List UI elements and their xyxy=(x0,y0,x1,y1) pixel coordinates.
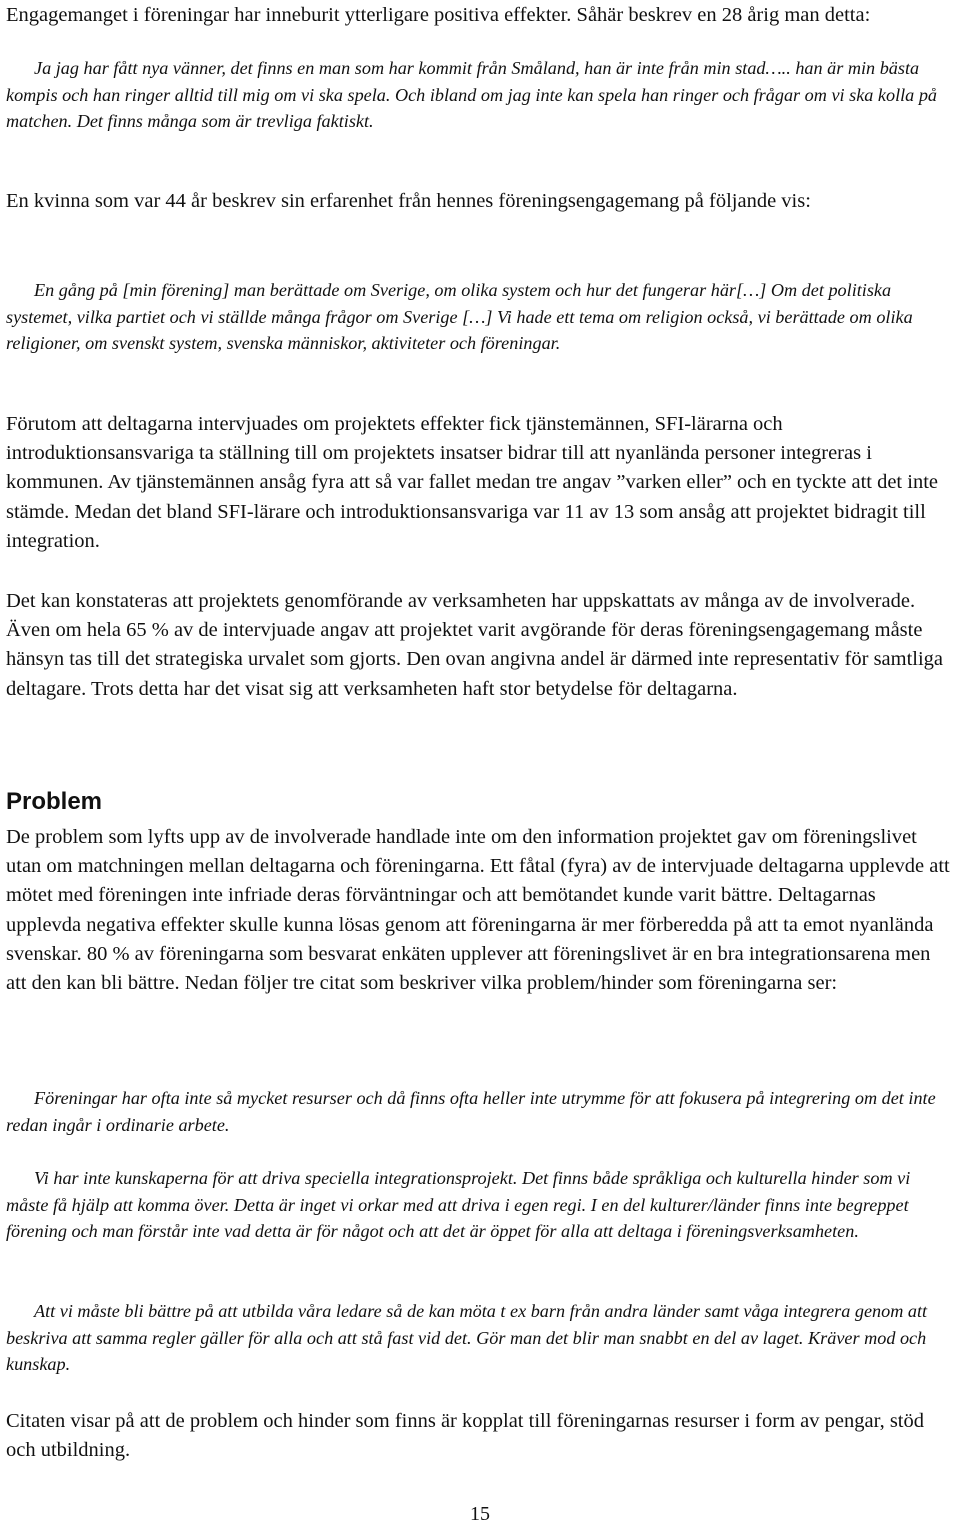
paragraph-woman-44: En kvinna som var 44 år beskrev sin erfarenhet från hennes föreningsengagemang på följande vis: xyxy=(6,190,811,212)
quote-text: En gång på [min förening] man berättade om Sverige, om olika system och hur det fungerar här[…] Om det politiska systemet, vilka partiet och vi ställde många frågor om Sverige […] Vi hade ett tema om religion också, vi berättade om olika religioner, om svenskt system, svenska människor, aktiviteter och föreningar. xyxy=(6,280,913,353)
closing-paragraph: Citaten visar på att de problem och hinder som finns är kopplat till föreningarnas resurser i form av pengar, stöd och utbildning. xyxy=(6,1410,925,1462)
quote-text: Föreningar har ofta inte så mycket resurser och då finns ofta heller inte utrymme för att fokusera på integrering om det inte redan ingår i ordinarie arbete. xyxy=(6,1088,936,1135)
paragraph-problems: De problem som lyfts upp av de involverade handlade inte om den information projektet gav om föreningslivet utan om matchningen mellan deltagarna och föreningarna. Ett fåtal (fyra) av de intervjuade deltagarna upplevde att mötet med föreningen inte infriade deras förväntningar och att bemötandet kunde varit bättre. Deltagarnas upplevda negativa effekter skulle kunna lösas genom att föreningarna är mer förberedda på att ta emot nyanlända svenskar. 80 % av föreningarna som besvarat enkäten upplever att föreningslivet är en bra integrationsarena men att den kan bli bättre. Nedan följer tre citat som beskriver vilka problem/hinder som föreningarna ser: xyxy=(6,826,950,995)
quote-text: Vi har inte kunskaperna för att driva speciella integrationsprojekt. Det finns både språkliga och kulturella hinder som vi måste få hjälp att komma över. Detta är inget vi orkar med att driva i egen regi. I en del kulturer/länder finns inte begreppet förening och man förstår inte vad detta är för något och att det är öppet för alla att deltaga i föreningsverksamheten. xyxy=(6,1168,911,1241)
page-number: 15 xyxy=(470,1503,490,1525)
section-heading: Problem xyxy=(6,788,103,815)
paragraph-conclusion: Det kan konstateras att projektets genomförande av verksamheten har uppskattats av många av de involverade. Även om hela 65 % av de intervjuade angav att projektet varit avgörande för deras föreningsengagemang måste hänsyn tas till det strategiska urvalet som gjorts. Den ovan angivna andel är därmed inte representativ för samtliga deltagare. Trots detta har det visat sig att verksamheten haft stor betydelse för deltagarna. xyxy=(6,590,944,700)
quote-text: Ja jag har fått nya vänner, det finns en man som har kommit från Småland, han är inte från min stad….. han är min bästa kompis och han ringer alltid till mig om vi ska spela. Och ibland om jag inte kan spela han ringer och frågar om vi ska kolla på matchen. Det finns många som är trevliga faktiskt. xyxy=(6,58,938,131)
intro-paragraph: Engagemanget i föreningar har inneburit ytterligare positiva effekter. Såhär beskrev en 28 årig man detta: xyxy=(6,4,871,26)
quote-leaders xyxy=(6,1298,950,1378)
quote-text: Att vi måste bli bättre på att utbilda våra ledare så de kan möta t ex barn från andra länder samt våga integrera genom att beskriva att samma regler gäller för alla och att stå fast vid det. Gör man det blir man snabbt en del av laget. Kräver mod och kunskap. xyxy=(6,1301,928,1374)
paragraph-officials: Förutom att deltagarna intervjuades om projektets effekter fick tjänstemännen, SFI-lärarna och introduktionsansvariga ta ställning till om projektets insatser bidrar till att nyanlända personer integreras i kommunen. Av tjänstemännen ansåg fyra att så var fallet medan tre angav ”varken eller” och en tyckte att det inte stämde. Medan det bland SFI-lärare och introduktionsansvariga var 11 av 13 som ansåg att projektet bidragit till integration. xyxy=(6,413,938,552)
quote-knowledge xyxy=(6,1165,950,1245)
quote-resources xyxy=(6,1085,950,1138)
quote-woman-44 xyxy=(6,277,950,357)
quote-man-28 xyxy=(6,55,950,135)
